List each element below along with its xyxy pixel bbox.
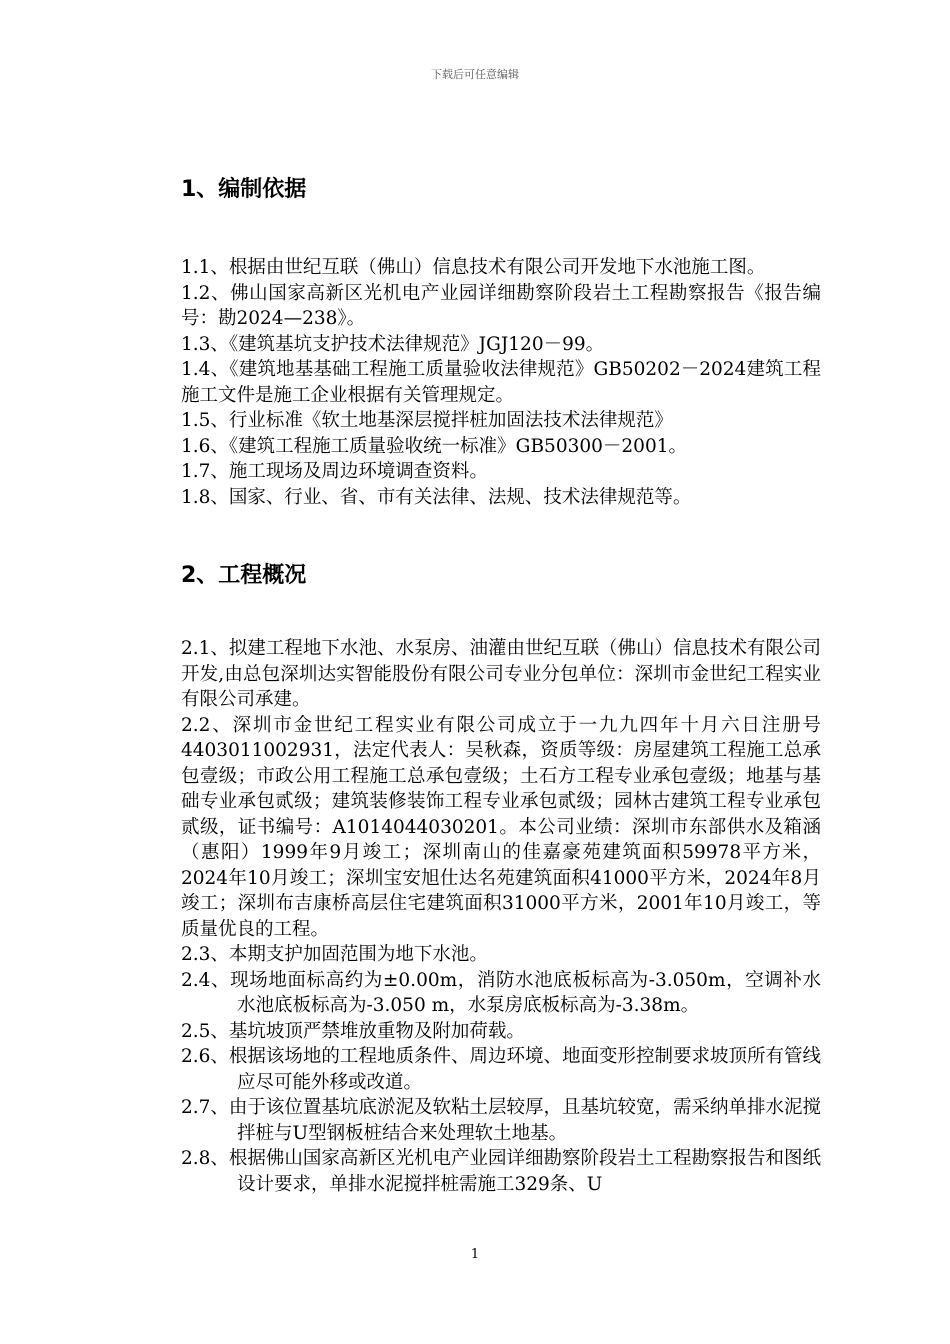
- paragraph: 2.1、拟建工程地下水池、水泵房、油灌由世纪互联（佛山）信息技术有限公司开发,由总包深圳达实智能股份有限公司专业分包单位：深圳市金世纪工程实业有限公司承建。: [181, 638, 821, 710]
- paragraph: 1.4、《建筑地基基础工程施工质量验收法律规范》GB50202－2024建筑工程施工文件是施工企业根据有关管理规定。: [181, 359, 821, 406]
- section-heading-1: [181, 172, 821, 203]
- paragraph: 1.1、根据由世纪互联（佛山）信息技术有限公司开发地下水池施工图。: [181, 257, 766, 278]
- paragraph: 2.3、本期支护加固范围为地下水池。: [181, 944, 488, 965]
- section-heading-2: [181, 558, 821, 589]
- page-number: 1: [470, 1247, 480, 1262]
- paragraph: 2.8、根据佛山国家高新区光机电产业园详细勘察阶段岩土工程勘察报告和图纸设计要求，单排水泥搅拌桩需施工329条、U: [181, 1148, 821, 1195]
- paragraph: 1.3、《建筑基坑支护技术法律规范》JGJ120－99。: [181, 333, 605, 355]
- section-body-2: [181, 636, 821, 1197]
- paragraph: 1.8、国家、行业、省、市有关法律、法规、技术法律规范等。: [181, 486, 692, 508]
- paragraph: 1.7、施工现场及周边环境调查资料。: [181, 461, 488, 482]
- section-body-1: [181, 255, 821, 510]
- paragraph: 2.6、根据该场地的工程地质条件、周边环境、地面变形控制要求坡顶所有管线应尽可能外移或改道。: [181, 1046, 821, 1093]
- paragraph: 2.5、基坑坡顶严禁堆放重物及附加荷载。: [181, 1020, 525, 1042]
- paragraph: 2.7、由于该位置基坑底淤泥及软粘土层较厚，且基坑较宽，需采纳单排水泥搅拌桩与U型钢板桩结合来处理软土地基。: [181, 1097, 821, 1144]
- paragraph: 1.6、《建筑工程施工质量验收统一标准》GB50300－2001。: [181, 435, 687, 457]
- section-title: 1、编制依据: [181, 177, 307, 202]
- page-header: 下载后可任意编辑: [431, 68, 519, 81]
- paragraph: 2.2、深圳市金世纪工程实业有限公司成立于一九九四年十月六日注册号4403011002931，法定代表人：吴秋森，资质等级：房屋建筑工程施工总承包壹级；市政公用工程施工总承包壹级；土石方工程专业承包壹级；地基与基础专业承包贰级；建筑装修装饰工程专业承包贰级；园林古建筑工程专业承包贰级，证书编号：A1014044030201。本公司业绩：深圳市东部供水及箱涵（惠阳）1999年9月竣工；深圳南山的佳嘉豪苑建筑面积59978平方米，2024年10月竣工；深圳宝安旭仕达名苑建筑面积41000平方米，2024年8月竣工；深圳布吉康桥高层住宅建筑面积31000平方米，2001年10月竣工，等质量优良的工程。: [181, 714, 821, 940]
- section-title: 2、工程概况: [181, 563, 307, 588]
- paragraph: 1.2、佛山国家高新区光机电产业园详细勘察阶段岩土工程勘察报告《报告编号：勘2024—238》。: [181, 282, 821, 329]
- paragraph: 1.5、行业标准《软土地基深层搅拌桩加固法技术法律规范》: [181, 410, 673, 431]
- paragraph: 2.4、现场地面标高约为±0.00m，消防水池底板标高为-3.050m，空调补水水池底板标高为-3.050 m，水泵房底板标高为-3.38m。: [181, 969, 821, 1016]
